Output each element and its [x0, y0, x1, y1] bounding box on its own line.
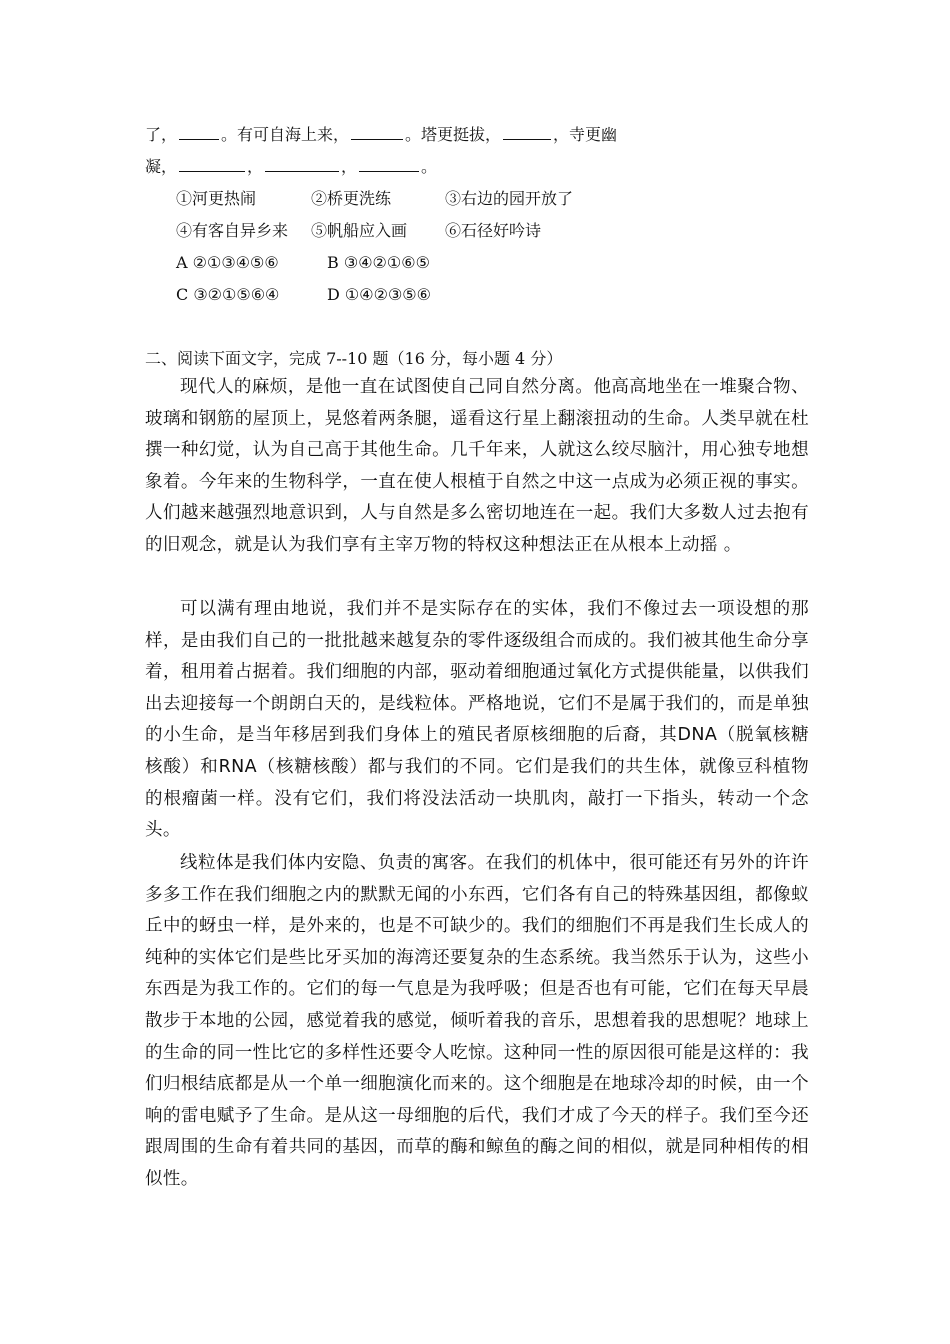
section-heading: 二、阅读下面文字，完成 7--10 题（16 分，每小题 4 分）	[145, 349, 563, 368]
option-4: ④有客自异乡来	[176, 221, 289, 240]
option-3: ③右边的园开放了	[445, 189, 574, 208]
option-5: ⑤帆船应入画	[311, 221, 408, 240]
fill-text: 了，	[145, 125, 178, 144]
passage-paragraph-1: 现代人的麻烦，是他一直在试图使自己同自然分离。他高高地坐在一堆聚合物、玻璃和钢筋的屋顶上，晃悠着两条腿，遥看这行星上翻滚扭动的生命。人类早就在杜撰一种幻觉，认为自己高于其他生命。几千年来，人就这么绞尽脑汁，用心独专地想象着。今年来的生物科学，一直在使人根植于自然之中这一点成为必须正视的事实。人们越来越强烈地意识到，人与自然是多么密切地连在一起。我们大多数人过去抱有的旧观念，就是认为我们享有主宰万物的特权这种想法正在从根本上动摇 。	[145, 377, 809, 555]
answer-choice-c: C ③②①⑤⑥④	[176, 285, 280, 304]
answer-choice-d: D ①④②③⑤⑥	[327, 285, 431, 304]
answer-blank	[179, 125, 219, 140]
fill-text: 。有可自海上来，	[221, 125, 350, 144]
fill-text: ，	[341, 157, 358, 176]
fill-text: ，寺更幽	[553, 125, 618, 144]
passage-paragraph-2: 可以满有理由地说，我们并不是实际存在的实体，我们不像过去一项设想的那样，是由我们自己的一批批越来越复杂的零件逐级组合而成的。我们被其他生命分享着，租用着占据着。我们细胞的内部，驱动着细胞通过氧化方式提供能量，以供我们出去迎接每一个朗朗白天的，是线粒体。严格地说，它们不是属于我们的，而是单独的小生命，是当年移居到我们身体上的殖民者原核细胞的后裔，其DNA（脱氧核糖核酸）和RNA（核糖核酸）都与我们的不同。它们是我们的共生体，就像豆科植物的根瘤菌一样。没有它们，我们将没法活动一块肌肉，敲打一下指头，转动一个念头。	[145, 599, 809, 841]
option-2: ②桥更洗练	[311, 189, 392, 208]
answer-blank	[179, 157, 245, 172]
fill-in-line-1	[145, 124, 617, 146]
answer-blank	[503, 125, 551, 140]
answer-choice-b: B ③④②①⑥⑤	[327, 253, 430, 272]
fill-text: 。	[421, 157, 438, 176]
fill-in-line-2	[145, 156, 437, 178]
answer-blank	[359, 157, 419, 172]
fill-text: 凝，	[145, 157, 178, 176]
option-6: ⑥石径好吟诗	[445, 221, 542, 240]
fill-text: ，	[247, 157, 264, 176]
fill-text: 。塔更挺拔，	[405, 125, 502, 144]
answer-blank	[351, 125, 403, 140]
passage-paragraph-3: 线粒体是我们体内安隐、负责的寓客。在我们的机体中，很可能还有另外的许许多多工作在我们细胞之内的默默无闻的小东西，它们各有自己的特殊基因组，都像蚁丘中的蚜虫一样，是外来的，也是不可缺少的。我们的细胞们不再是我们生长成人的纯种的实体它们是些比牙买加的海湾还要复杂的生态系统。我当然乐于认为，这些小东西是为我工作的。它们的每一气息是为我呼吸；但是否也有可能，它们在每天早晨散步于本地的公园，感觉着我的感觉，倾听着我的音乐，思想着我的思想呢？地球上的生命的同一性比它的多样性还要令人吃惊。这种同一性的原因很可能是这样的：我们归根结底都是从一个单一细胞演化而来的。这个细胞是在地球冷却的时候，由一个响的雷电赋予了生命。是从这一母细胞的后代，我们才成了今天的样子。我们至今还跟周围的生命有着共同的基因，而草的酶和鲸鱼的酶之间的相似，就是同种相传的相似性。	[145, 853, 809, 1189]
answer-blank	[265, 157, 339, 172]
answer-choice-a: A ②①③④⑤⑥	[176, 253, 279, 272]
option-1: ①河更热闹	[176, 189, 257, 208]
